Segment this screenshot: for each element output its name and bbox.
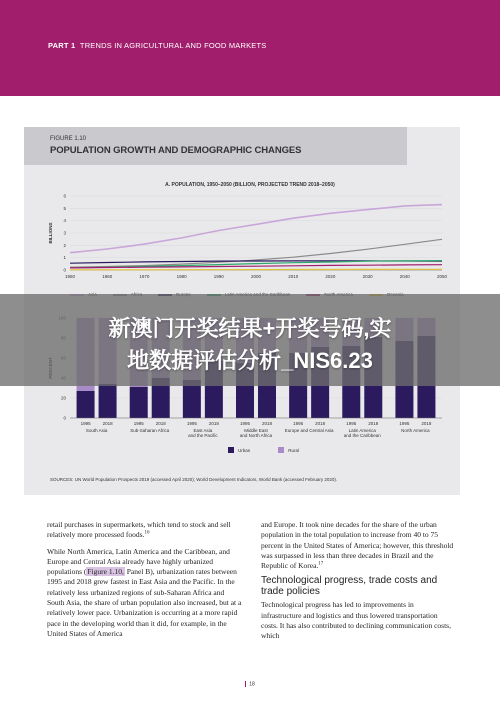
legend-b — [228, 447, 327, 453]
left-column — [47, 520, 242, 639]
y-tick-label: 0 — [63, 267, 66, 273]
series-line-oceania — [70, 269, 442, 270]
group-label: North America — [401, 428, 430, 433]
group-label-line-2: and North Africa — [239, 433, 273, 438]
y-tick-label: 1 — [63, 255, 66, 261]
y-tick-label: 4 — [63, 218, 66, 224]
group-label: South Asia — [85, 428, 108, 433]
chart-a-title: A. POPULATION, 1950–2050 (BILLION, PROJECTED TREND 2018–2050) — [165, 182, 335, 188]
x-tick-label: 2018 — [208, 421, 219, 426]
y-tick-label: 5 — [63, 205, 66, 211]
group-label: Europe and Central Asia — [284, 428, 334, 433]
overlay-line-1: 新澳门开奖结果+开奖号码,实 — [108, 316, 392, 341]
group-label-line-2: and the Caribbean — [343, 433, 381, 438]
part-title: TRENDS IN AGRICULTURAL AND FOOD MARKETS — [79, 41, 267, 50]
y-axis-label: BILLIONS — [48, 222, 53, 244]
left-paragraph-1: retail purchases in supermarkets, which tend to stock and sell relatively more processed foods.$^{16}$ — [47, 520, 231, 540]
figure-reference-link[interactable]: Figure 1.10, — [87, 567, 124, 577]
x-tick-label: 2000 — [250, 274, 262, 279]
section-heading: Technological progress, trade costs and trade policies — [261, 575, 438, 598]
bar-urban — [130, 387, 148, 418]
left-paragraph-2: While North America, Latin America and the Caribbean, and Europe and Central Asia already have highly urbanized populations (Figure 1.10, Panel B), urbanization rates between 1995 and 2018 grew fastest in East Asia and the Pacific. In the relatively less urbanized regions of sub-Saharan Africa and South Asia, the share of urban population also increased, but at a relatively lower pace. Urbanization is occurring at a more rapid pace in the developing world than it did, for example, in the United States of America — [47, 546, 242, 638]
legend-item — [278, 447, 299, 453]
x-tick-label: 2018 — [261, 421, 273, 426]
x-tick-label: 1970 — [139, 274, 150, 279]
page-footer — [0, 681, 500, 687]
footnote-ref: 16 — [144, 530, 150, 536]
legend-label: Urban — [238, 447, 251, 453]
x-tick-label: 1960 — [102, 274, 113, 279]
right-column — [261, 520, 456, 642]
bar-urban — [99, 384, 117, 418]
page-number: 18 — [249, 681, 255, 688]
x-tick-label: 1995 — [239, 421, 251, 426]
x-tick-label: 2018 — [102, 421, 113, 426]
x-tick-label: 2050 — [436, 274, 448, 279]
y-tick-label: 0 — [63, 415, 66, 421]
y-tick-label: 20 — [60, 395, 66, 401]
group-label-line-2: and the Pacific — [188, 433, 218, 438]
x-tick-label: 1995 — [80, 421, 91, 426]
x-tick-label: 1995 — [346, 421, 357, 426]
watermark-overlay — [0, 294, 500, 386]
x-tick-label: 1995 — [133, 421, 144, 426]
right-paragraph-1: and Europe. It took nine decades for the share of the urban population in the total population to increase from 40 to 75 percent in the United States of America; however, this threshold was surpassed in less than three decades in Brazil and the Republic of Korea.$^{17}$ — [261, 520, 454, 571]
x-tick-label: 1995 — [293, 421, 304, 426]
legend-swatch — [228, 447, 234, 453]
x-tick-label: 2030 — [362, 274, 373, 279]
footnote-ref: 17 — [318, 561, 324, 567]
x-tick-label: 2018 — [155, 421, 166, 426]
x-tick-label: 2018 — [368, 421, 379, 426]
right-paragraph-2: Technological progress has led to improvements in infrastructure and logistics and thus lowered transportation costs. It has also contributed to declining communication costs, which — [261, 600, 451, 641]
x-tick-label: 2040 — [399, 274, 410, 279]
x-tick-label: 2010 — [288, 274, 299, 279]
part-number: PART 1 — [48, 41, 76, 50]
legend-item — [228, 447, 250, 453]
y-tick-label: 6 — [63, 193, 66, 199]
x-tick-label: 1995 — [186, 421, 197, 426]
x-tick-label: 1995 — [399, 421, 410, 426]
group-label: East Asia — [193, 428, 213, 433]
y-tick-label: 3 — [63, 230, 66, 236]
group-label: Middle East — [244, 428, 268, 433]
x-tick-label: 2018 — [421, 421, 432, 426]
overlay-line-2: 地数据评估分析_NIS6.23 — [127, 348, 373, 373]
legend-swatch — [278, 447, 284, 453]
group-label: Sub-Saharan Africa — [130, 428, 170, 433]
group-label: Latin America — [348, 428, 376, 433]
figure-title: POPULATION GROWTH AND DEMOGRAPHIC CHANGES — [50, 145, 302, 156]
x-tick-label: 1950 — [64, 274, 76, 279]
figure-label: FIGURE 1.10 — [50, 136, 87, 142]
x-tick-label: 1980 — [176, 274, 187, 279]
y-tick-label: 2 — [63, 242, 66, 248]
legend-label: Rural — [288, 447, 300, 453]
x-tick-label: 1990 — [213, 274, 224, 279]
bar-urban — [77, 391, 95, 418]
x-tick-label: 2018 — [315, 421, 326, 426]
figure-source: SOURCES: UN World Population Prospects 2019 (accessed April 2020); World Development Indicators, World Bank (accessed February 2020). — [50, 477, 338, 482]
footer-divider — [245, 681, 246, 687]
x-tick-label: 2020 — [325, 274, 336, 279]
